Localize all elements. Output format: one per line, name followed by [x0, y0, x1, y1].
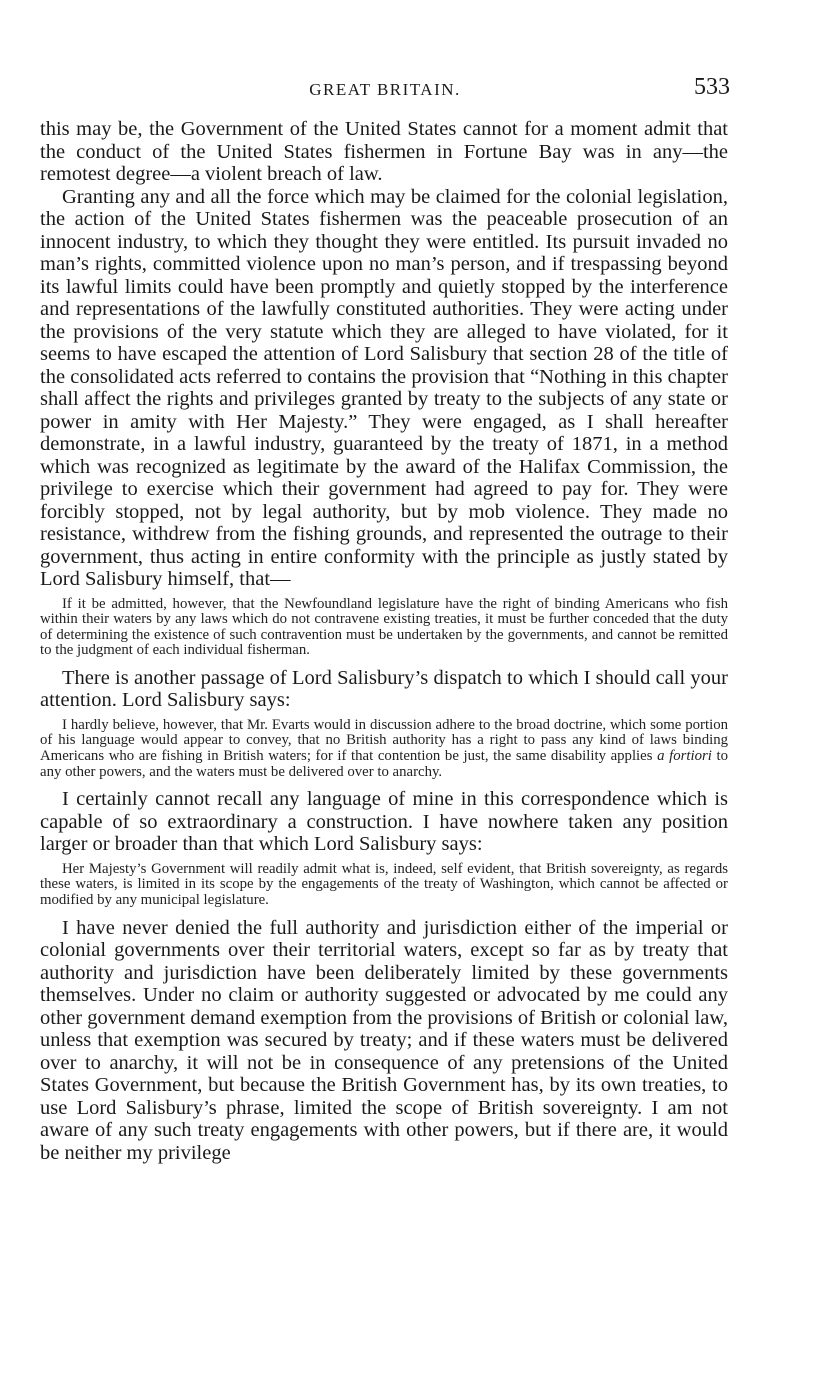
paragraph-another-passage: There is another passage of Lord Salisbury’s dispatch to which I should call your attention. Lord Salisbury says: [40, 666, 728, 712]
paragraph-continuation: this may be, the Government of the United States cannot for a moment admit that the conduct of the United States fishermen in Fortune Bay was in any—the remotest degree—a violent breach of law. [40, 118, 728, 185]
quotation-evarts-text: I hardly believe, however, that Mr. Evarts would in discussion adhere to the broad doctrine, which some portion of his language would appear to convey, that no British authority has a right to pass any kind of laws binding Americans who are fishing in British waters; for if that contention be just, the same disability applies [40, 716, 728, 765]
running-title: GREAT BRITAIN. [309, 80, 461, 99]
quotation-evarts-italic: a fortiori [657, 748, 712, 765]
page-number: 533 [694, 74, 730, 100]
quotation-newfoundland: If it be admitted, however, that the Newfoundland legislature have the right of binding Americans who fish within their waters by any laws which do not contravene existing treaties, it must be further conceded that the duty of determining the existence of such contravention must be undertaken by the governments, and cannot be remitted to the judgment of each individual fisherman. [40, 595, 728, 659]
body-text [40, 118, 728, 1164]
quotation-evarts-end: to any other powers, and the waters must be delivered over to anarchy. [40, 748, 729, 780]
quotation-evarts [40, 718, 728, 780]
quotation-sovereignty: Her Majesty’s Government will readily admit what is, indeed, self evident, that British sovereignty, as regards these waters, is limited in its scope by the engagements of the treaty of Washington, which cannot be affected or modified by any municipal legislature. [40, 860, 728, 908]
paragraph-never-denied: I have never denied the full authority and jurisdiction either of the imperial or colonial governments over their territorial waters, except so far as by treaty that authority and jurisdiction have been deliberately limited by these governments themselves. Under no claim or authority suggested or advocated by me could any other government demand exemption from the provisions of British or colonial law, unless that exemption was secured by treaty; and if these waters must be delivered over to anarchy, it will not be in consequence of any pretensions of the United States Government, but because the British Government has, by its own treaties, to use Lord Salisbury’s phrase, limited the scope of British sovereignty. I am not aware of any such treaty engagements with other powers, but if there are, it would be neither my privilege [40, 916, 728, 1164]
paragraph-granting: Granting any and all the force which may be claimed for the colonial legislation, the action of the United States fishermen was the peaceable prosecution of an innocent industry, to which they thought they were entitled. Its pursuit invaded no man’s rights, committed violence upon no man’s person, and if trespassing beyond its lawful limits could have been promptly and quietly stopped by the interference and representations of the lawfully constituted authorities. They were acting under the provisions of the very statute which they are alleged to have violated, for it seems to have escaped the attention of Lord Salisbury that section 28 of the title of the consolidated acts referred to contains the provision that “Nothing in this chapter shall affect the rights and privileges granted by treaty to the subjects of any state or power in amity with Her Majesty.” They were engaged, as I shall hereafter demonstrate, in a lawful industry, guaranteed by the treaty of 1871, in a method which was recognized as legitimate by the award of the Halifax Commission, the privilege to exercise which their government had agreed to pay for. They were forcibly stopped, not by legal authority, but by mob violence. They made no resistance, withdrew from the fishing grounds, and represented the outrage to their government, thus acting in entire conformity with the principle as justly stated by Lord Salisbury himself, that— [40, 185, 728, 590]
paragraph-recall: I certainly cannot recall any language of mine in this correspondence which is capable of so extraordinary a construction. I have nowhere taken any position larger or broader than that which Lord Salisbury says: [40, 788, 728, 856]
running-head [40, 74, 730, 104]
